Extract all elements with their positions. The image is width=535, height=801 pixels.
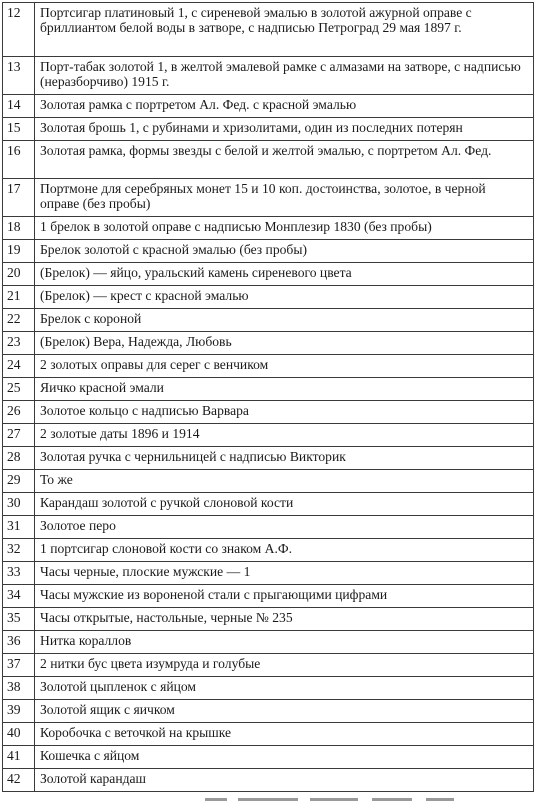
item-number: 36 (3, 631, 35, 654)
item-number: 15 (3, 118, 35, 141)
item-number: 18 (3, 217, 35, 240)
item-number: 23 (3, 332, 35, 355)
item-description: Нитка кораллов (35, 631, 534, 654)
item-number: 29 (3, 470, 35, 493)
table-row (3, 286, 534, 309)
item-number: 19 (3, 240, 35, 263)
item-number: 27 (3, 424, 35, 447)
item-number: 41 (3, 746, 35, 769)
item-description: Золотой ящик с яичком (35, 700, 534, 723)
item-description: Портмоне для серебряных монет 15 и 10 коп. достоинства, золотое, в черной оправе (без пробы) (35, 179, 534, 217)
item-number: 24 (3, 355, 35, 378)
table-row (3, 631, 534, 654)
table-row (3, 240, 534, 263)
item-description: Золотая рамка с портретом Ал. Фед. с красной эмалью (35, 95, 534, 118)
item-number: 34 (3, 585, 35, 608)
item-description: Золотое перо (35, 516, 534, 539)
table-row (3, 401, 534, 424)
item-number: 30 (3, 493, 35, 516)
table-row (3, 355, 534, 378)
item-description: Часы мужские из вороненой стали с прыгающими цифрами (35, 585, 534, 608)
item-description: 2 нитки бус цвета изумруда и голубые (35, 654, 534, 677)
table-row (3, 516, 534, 539)
table-row (3, 332, 534, 355)
item-description: Золотая рамка, формы звезды с белой и желтой эмалью, с портретом Ал. Фед. (35, 141, 534, 179)
item-number: 16 (3, 141, 35, 179)
item-number: 28 (3, 447, 35, 470)
table-row (3, 700, 534, 723)
table-row (3, 447, 534, 470)
item-number: 31 (3, 516, 35, 539)
item-number: 20 (3, 263, 35, 286)
item-description: Карандаш золотой с ручкой слоновой кости (35, 493, 534, 516)
table-row (3, 585, 534, 608)
table-row (3, 179, 534, 217)
item-number: 40 (3, 723, 35, 746)
table-row (3, 769, 534, 792)
table-row (3, 723, 534, 746)
table-row (3, 562, 534, 585)
item-number: 26 (3, 401, 35, 424)
table-row (3, 217, 534, 240)
item-description: Часы черные, плоские мужские — 1 (35, 562, 534, 585)
table-row (3, 470, 534, 493)
item-number: 33 (3, 562, 35, 585)
table-row (3, 309, 534, 332)
item-number: 22 (3, 309, 35, 332)
item-description: 2 золотые даты 1896 и 1914 (35, 424, 534, 447)
table-row (3, 263, 534, 286)
item-description: (Брелок) — крест с красной эмалью (35, 286, 534, 309)
item-description: То же (35, 470, 534, 493)
item-number: 32 (3, 539, 35, 562)
item-description: (Брелок) Вера, Надежда, Любовь (35, 332, 534, 355)
item-description: (Брелок) — яйцо, уральский камень сиреневого цвета (35, 263, 534, 286)
item-number: 38 (3, 677, 35, 700)
item-description: 1 брелок в золотой оправе с надписью Монплезир 1830 (без пробы) (35, 217, 534, 240)
item-number: 13 (3, 57, 35, 95)
item-description: Кошечка с яйцом (35, 746, 534, 769)
item-description: 1 портсигар слоновой кости со знаком А.Ф. (35, 539, 534, 562)
table-row (3, 118, 534, 141)
item-number: 14 (3, 95, 35, 118)
item-description: Золотой карандаш (35, 769, 534, 792)
inventory-table (2, 2, 534, 792)
item-number: 35 (3, 608, 35, 631)
item-number: 25 (3, 378, 35, 401)
item-number: 17 (3, 179, 35, 217)
table-row (3, 424, 534, 447)
item-description: Золотая ручка с чернильницей с надписью Викторик (35, 447, 534, 470)
table-row (3, 746, 534, 769)
item-description: Часы открытые, настольные, черные № 235 (35, 608, 534, 631)
item-description: Порт-табак золотой 1, в желтой эмалевой рамке с алмазами на затворе, с надписью (неразборчиво) 1915 г. (35, 57, 534, 95)
item-number: 37 (3, 654, 35, 677)
table-row (3, 95, 534, 118)
table-row (3, 378, 534, 401)
table-row (3, 493, 534, 516)
table-row (3, 608, 534, 631)
table-row (3, 654, 534, 677)
item-description: Коробочка с веточкой на крышке (35, 723, 534, 746)
item-description: Яичко красной эмали (35, 378, 534, 401)
inventory-table-body (3, 3, 534, 792)
item-description: Брелок с короной (35, 309, 534, 332)
item-number: 39 (3, 700, 35, 723)
item-description: Золотое кольцо с надписью Варвара (35, 401, 534, 424)
table-row (3, 539, 534, 562)
table-row (3, 677, 534, 700)
item-description: Портсигар платиновый 1, с сиреневой эмалью в золотой ажурной оправе с бриллиантом белой воды в затворе, с надписью Петроград 29 мая 1897 г. (35, 3, 534, 57)
item-number: 21 (3, 286, 35, 309)
item-description: 2 золотых оправы для серег с венчиком (35, 355, 534, 378)
document-page (2, 2, 533, 792)
table-row (3, 3, 534, 57)
item-number: 42 (3, 769, 35, 792)
item-description: Золотой цыпленок с яйцом (35, 677, 534, 700)
table-row (3, 141, 534, 179)
item-number: 12 (3, 3, 35, 57)
item-description: Золотая брошь 1, с рубинами и хризолитами, один из последних потерян (35, 118, 534, 141)
table-row (3, 57, 534, 95)
item-description: Брелок золотой с красной эмалью (без пробы) (35, 240, 534, 263)
